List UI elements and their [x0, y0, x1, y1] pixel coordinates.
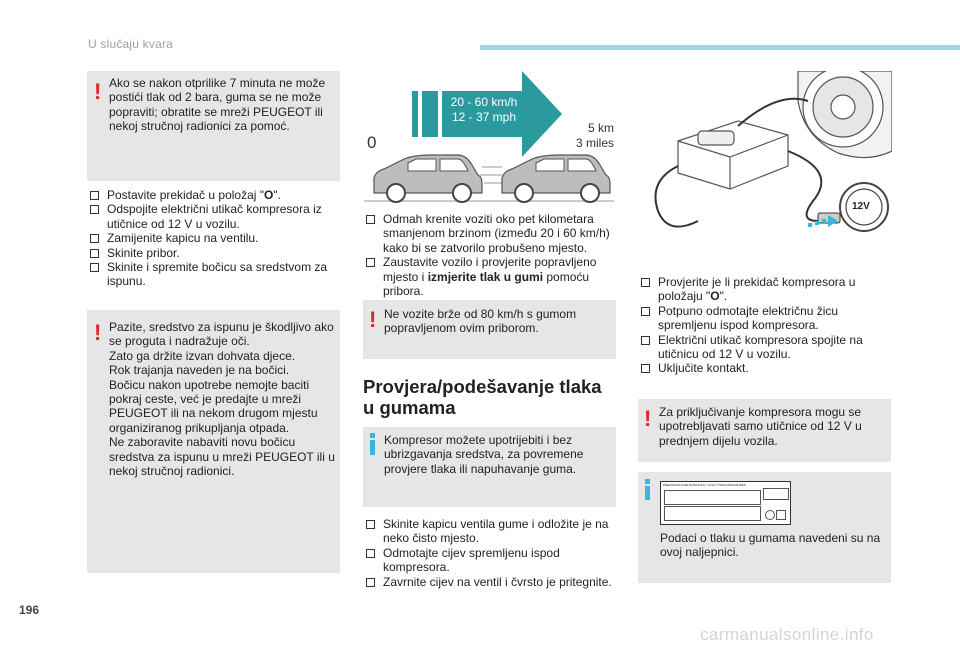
info-text: Podaci o tlaku u gumama navedeni su na ovoj naljepnici. — [660, 531, 881, 560]
list-item: Postavite prekidač u položaj "O". — [87, 188, 337, 202]
driving-illustration — [362, 71, 616, 206]
list-item: Odmah krenite voziti oko pet kilometara smanjenom brzinom (između 20 i 60 km/h) kako bi se zatvorilo probušeno mjesto. — [363, 212, 615, 255]
steps-list-1 — [87, 188, 337, 289]
speed-mph-label: 12 - 37 mph — [451, 110, 517, 124]
info-icon — [370, 440, 375, 455]
list-item: Zavrnite cijev na ventil i čvrsto je pritegnite. — [363, 575, 615, 589]
compressor-connection-graphic — [638, 71, 892, 241]
list-item: Zamijenite kapicu na ventilu. — [87, 231, 337, 245]
list-item: Električni utikač kompresora spojite na utičnicu od 12 V u vozilu. — [638, 333, 890, 362]
warning-icon: ! — [94, 320, 102, 345]
list-item: Potpuno odmotajte električnu žicu spremljenu ispod kompresora. — [638, 304, 890, 333]
list-item: Zaustavite vozilo i provjerite popravljeno mjesto i izmjerite tlak u gumi pomoću pribora. — [363, 255, 615, 298]
section-title: U slučaju kvara — [88, 37, 174, 51]
info-icon — [645, 486, 650, 500]
tyre-pressure-label-image — [660, 481, 791, 525]
page-number: 196 — [19, 603, 40, 617]
list-item: Skinite i spremite bočicu sa sredstvom za ispunu. — [87, 260, 337, 289]
warning-box-speed — [363, 300, 616, 359]
info-box-label — [638, 472, 891, 583]
warning-box-top — [87, 71, 340, 181]
start-distance-label: 0 — [367, 133, 377, 152]
socket-12v-label: 12V — [852, 201, 870, 212]
warning-icon: ! — [369, 307, 377, 332]
tyre-label-title: PRESSIONS PNEUS/TRUCKS / COLD TYRES PRESSURES — [663, 483, 746, 487]
list-item: Odspojite električni utikač kompresora iz utičnice od 12 V u vozilu. — [87, 202, 337, 231]
warning-text: Pazite, sredstvo za ispunu je škodljivo ako se proguta i nadražuje oči. Zato ga držite izvan dohvata djece. Rok trajanja naveden je na bočici. Bočicu nakon upotrebe nemojte baciti pokraj ceste, već je predajte u mreži PEUGEOT ili na nekom drugom mjestu organiziranog prikupljanja otpada. Ne zaboravite nabaviti novu bočicu sredstva za ispunu u mreži PEUGEOT ili u nekoj stručnoj radionici. — [109, 320, 335, 479]
steps-list-3 — [363, 517, 615, 589]
distance-miles-label: 3 miles — [575, 136, 614, 150]
compressor-illustration — [638, 71, 892, 241]
section-heading: Provjera/podešavanje tlaka u gumama — [363, 376, 602, 418]
steps-list-2 — [363, 212, 615, 298]
steps-list-4 — [638, 275, 890, 376]
watermark: carmanualsonline.info — [700, 625, 874, 644]
warning-text: Za priključivanje kompresora mogu se upotrebljavati samo utičnice od 12 V u prednjem dijelu vozila. — [659, 405, 862, 448]
warning-box-bottom — [87, 310, 340, 573]
warning-text: Ako se nakon otprilike 7 minuta ne može postići tlak od 2 bara, guma se ne može popraviti; obratite se mreži PEUGEOT ili nekoj stručnoj radionici za pomoć. — [109, 76, 326, 134]
warning-box-socket — [638, 399, 891, 462]
info-text: Kompresor možete upotrijebiti i bez ubrizgavanja sredstva, za povremene provjere tlaka ili napuhavanje guma. — [384, 433, 584, 476]
list-item: Uključite kontakt. — [638, 361, 890, 375]
list-item: Skinite pribor. — [87, 246, 337, 260]
list-item: Skinite kapicu ventila gume i odložite je na neko čisto mjesto. — [363, 517, 615, 546]
list-item: Odmotajte cijev spremljenu ispod kompresora. — [363, 546, 615, 575]
distance-km-label: 5 km — [587, 121, 614, 135]
info-box-compressor — [363, 427, 616, 507]
header-accent-bar — [480, 45, 960, 50]
warning-icon: ! — [644, 406, 652, 431]
speed-kmh-label: 20 - 60 km/h — [450, 95, 518, 109]
warning-text: Ne vozite brže od 80 km/h s gumom popravljenom ovim priborom. — [384, 307, 577, 336]
warning-icon: ! — [94, 79, 102, 104]
list-item: Provjerite je li prekidač kompresora u položaju "O". — [638, 275, 890, 304]
